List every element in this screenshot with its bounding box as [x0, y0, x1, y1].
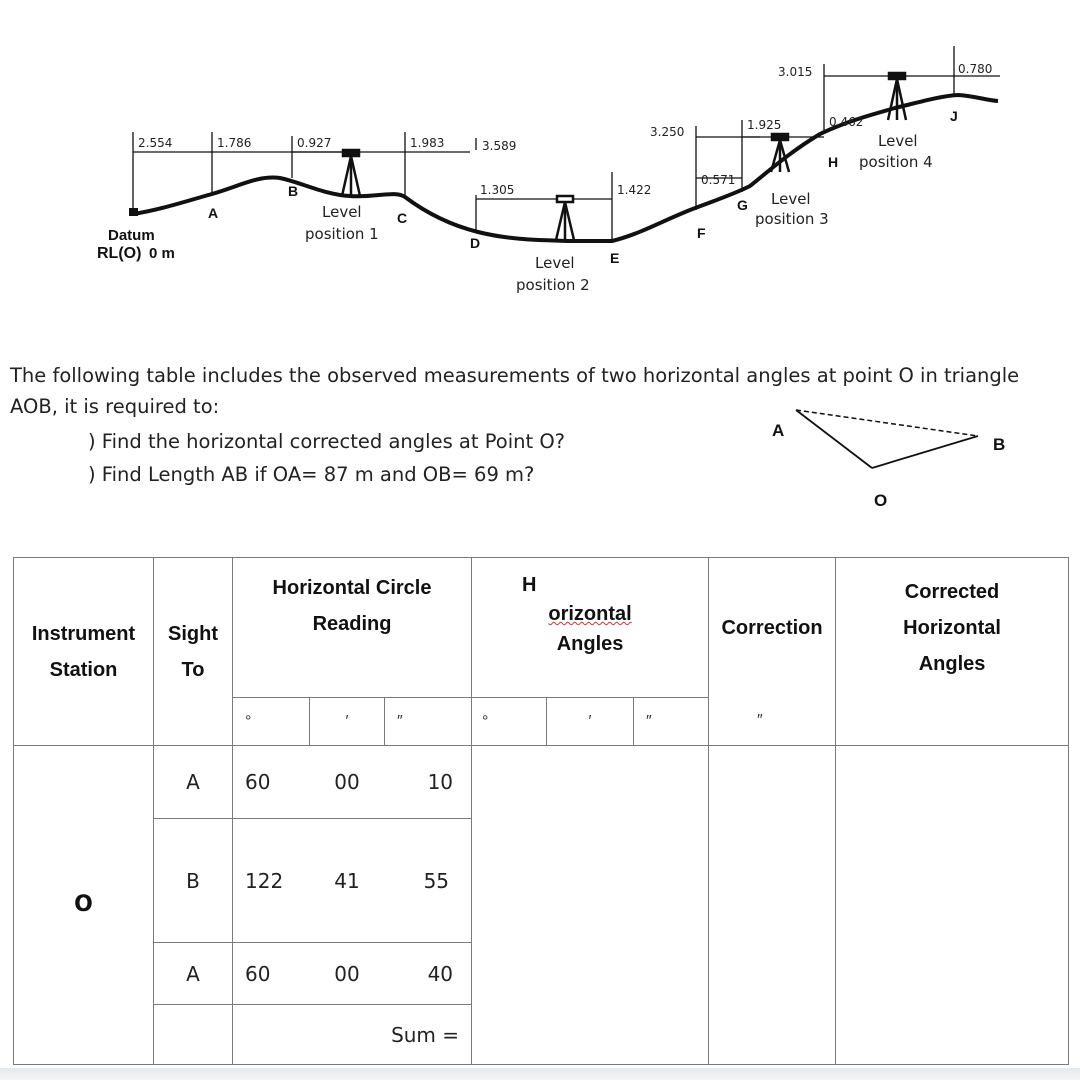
unit-minutes: ′	[547, 698, 634, 746]
question-intro: The following table includes the observed measurements of two horizontal angles at point O in triangle AOB, it is required to:	[10, 364, 1020, 418]
sight-cell: A	[154, 746, 233, 819]
header-horizontal-circle-reading: Horizontal Circle Reading	[233, 558, 472, 698]
unit-seconds: ″	[634, 698, 709, 746]
level-instrument-4	[888, 73, 906, 120]
page-bottom-edge	[0, 1068, 1080, 1080]
point-label: B	[288, 183, 299, 199]
unit-correction-seconds: ″	[709, 698, 836, 746]
task-1: ) Find the horizontal corrected angles at Point O?	[88, 430, 566, 453]
point-label: H	[828, 154, 839, 170]
min-cell: 00	[310, 746, 385, 819]
unit-seconds: ″	[385, 698, 472, 746]
datum-staff-base	[129, 208, 138, 216]
unit-degrees: °	[472, 698, 547, 746]
unit-minutes: ′	[310, 698, 385, 746]
level-position-label: position 4	[859, 153, 933, 171]
reading-label: 0.927	[297, 136, 332, 150]
reading-label: 1.786	[217, 136, 252, 150]
level-instrument-3	[771, 134, 789, 172]
triangle-vertex-a: A	[772, 421, 785, 440]
point-label: C	[397, 210, 408, 226]
task-2: ) Find Length AB if OA= 87 m and OB= 69 m?	[88, 463, 535, 486]
reading-label: 1.305	[480, 183, 515, 197]
deg-cell: 60	[233, 943, 310, 1005]
level-label: Level	[771, 190, 811, 208]
level-label: Level	[322, 203, 362, 221]
reading-label: 0.571	[701, 173, 736, 187]
sec-cell: 40	[385, 943, 472, 1005]
header-correction: Correction	[709, 558, 836, 698]
reading-label: 1.925	[747, 118, 782, 132]
point-label: A	[208, 205, 219, 221]
reading-label: 3.589	[482, 139, 517, 153]
level-label: Level	[878, 132, 918, 150]
level-instrument-2	[556, 196, 574, 240]
point-label: F	[697, 225, 706, 241]
min-cell: 41	[310, 819, 385, 943]
sec-cell: 55	[385, 819, 472, 943]
reading-label: 1.422	[617, 183, 652, 197]
level-label: Level	[535, 254, 575, 272]
header-corrected-horizontal-angles: Corrected Horizontal Angles	[836, 558, 1069, 698]
triangle-vertex-o: O	[874, 491, 888, 510]
reading-label: 2.554	[138, 136, 173, 150]
level-position-label: position 3	[755, 210, 829, 228]
point-label: G	[737, 197, 748, 213]
point-label: J	[950, 108, 958, 124]
sight-cell: B	[154, 819, 233, 943]
triangle-vertex-b: B	[993, 435, 1006, 454]
table-row	[14, 746, 1069, 819]
station-cell: O	[14, 746, 154, 1065]
sight-cell: A	[154, 943, 233, 1005]
observation-table	[13, 557, 1069, 1065]
min-cell: 00	[310, 943, 385, 1005]
unit-degrees: °	[233, 698, 310, 746]
deg-cell: 60	[233, 746, 310, 819]
reading-label: 3.015	[778, 65, 813, 79]
level-position-label: position 2	[516, 276, 590, 294]
header-horizontal-angles: H orizontal Angles	[472, 558, 709, 698]
point-label: D	[470, 235, 481, 251]
deg-cell: 122	[233, 819, 310, 943]
level-position-label: position 1	[305, 225, 379, 243]
reading-label: 0.780	[958, 62, 993, 76]
datum-label: Datum	[108, 227, 155, 244]
header-instrument-station: Instrument Station	[14, 558, 154, 746]
level-instrument-1	[342, 150, 360, 196]
rl-value: 0 m	[149, 245, 175, 262]
reading-label: 1.983	[410, 136, 445, 150]
rl-label: RL(O)	[97, 245, 142, 262]
levelling-diagram	[0, 0, 1080, 300]
reading-label: 0.462	[829, 115, 864, 129]
header-sight-to: Sight To	[154, 558, 233, 746]
sec-cell: 10	[385, 746, 472, 819]
point-label: E	[610, 250, 620, 266]
sum-label: Sum =	[233, 1005, 472, 1065]
triangle-aob-sketch	[760, 400, 1020, 512]
reading-label: 3.250	[650, 125, 685, 139]
